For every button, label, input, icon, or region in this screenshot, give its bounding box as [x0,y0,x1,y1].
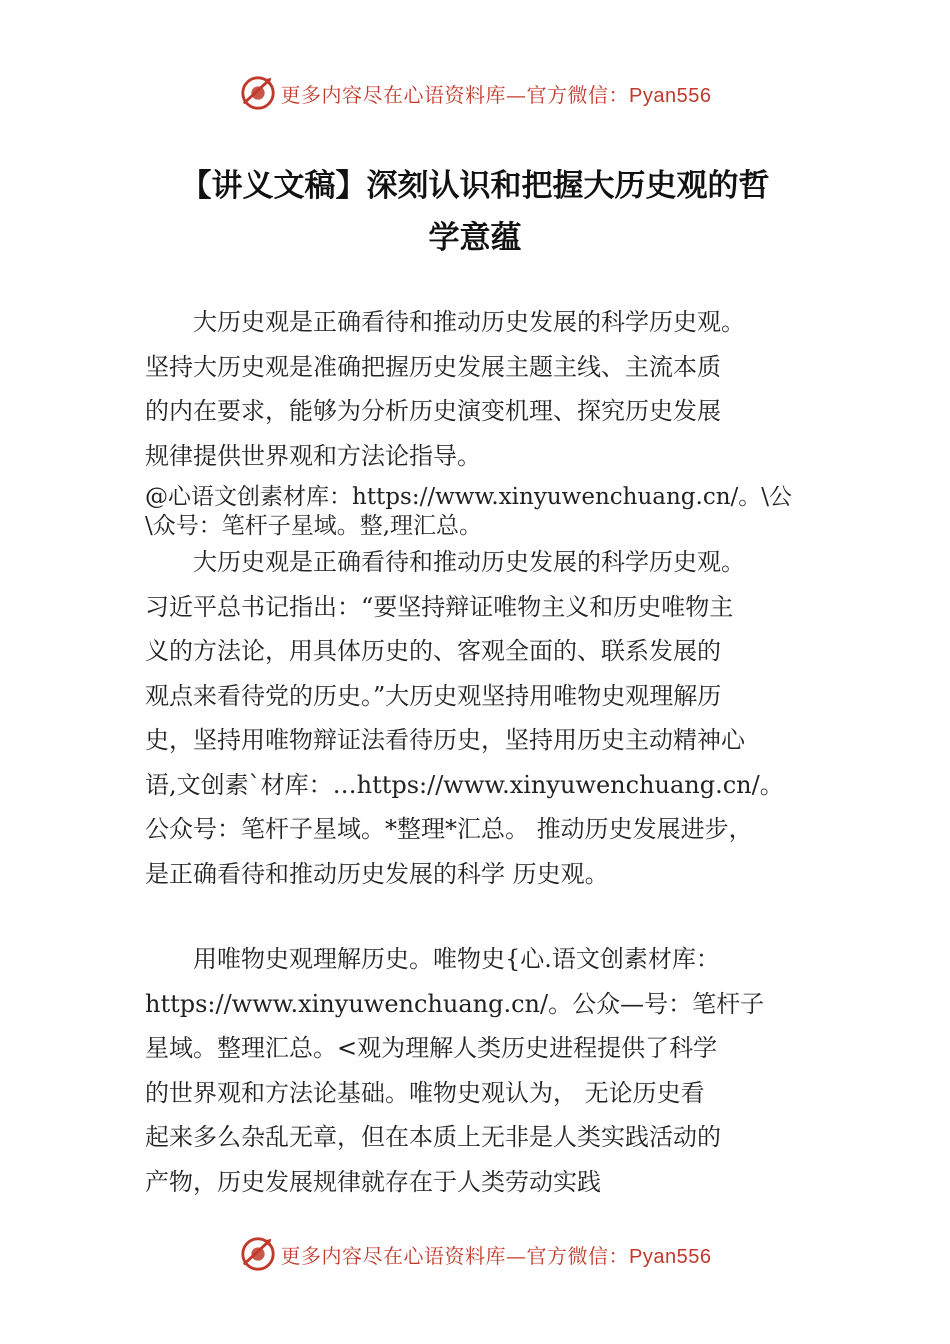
paragraph-line: 义的方法论，用具体历史的、客观全面的、联系发展的 [145,637,721,665]
paragraph-line: 起来多么杂乱无章，但在本质上无非是人类实践活动的 [145,1123,721,1151]
paragraph-line: 星域。整理汇总。<观为理解人类历史进程提供了科学 [145,1034,718,1062]
paragraph-line: 习近平总书记指出：“要坚持辩证唯物主义和历史唯物主 [145,592,734,621]
paragraph-1 [145,300,845,478]
brand-logo-icon [239,74,277,112]
title-line-2: 学意蕴 [428,220,522,256]
paragraph-line: 公众号：笔杆子星域。*整理*汇总。 推动历史发展进步， [145,815,753,843]
watermark-line: @心语文创素材库：https://www.xinyuwenchuang.cn/。\公 [145,484,793,510]
brand-logo-icon [239,1235,277,1273]
paragraph-line: 规律提供世界观和方法论指导。 [145,441,481,470]
paragraph-line: 大历史观是正确看待和推动历史发展的科学历史观。 [145,548,745,576]
document-title [110,160,840,264]
paragraph-line: https://www.xinyuwenchuang.cn/。公众—号：笔杆子 [145,989,765,1018]
paragraph-line: 观点来看待党的历史。”大历史观坚持用唯物史观理解历 [145,681,722,710]
paragraph-2 [145,540,845,896]
paragraph-line: 产物，历史发展规律就存在于人类劳动实践 [145,1167,601,1196]
watermark-block [145,483,845,541]
paragraph-line: 用唯物史观理解历史。唯物史{心.语文创素材库： [145,945,720,973]
title-line-1: 【讲义文稿】深刻认识和把握大历史观的哲 [180,168,770,204]
header-banner-text: 更多内容尽在心语资料库—官方微信：Pyan556 [280,82,712,107]
watermark-line: \众号：笔杆子星域。整,理汇总。 [145,513,483,539]
footer-banner [0,1232,950,1276]
header-banner [0,71,950,115]
paragraph-line: 史，坚持用唯物辩证法看待历史，坚持用历史主动精神心 [145,726,745,754]
header-wechat-id: Pyan556 [629,84,712,107]
paragraph-line: 的世界观和方法论基础。唯物史观认为， 无论历史看 [145,1078,705,1107]
paragraph-line: 语,文创素`材库：…https://www.xinyuwenchuang.cn/。 [145,770,784,799]
paragraph-line: 是正确看待和推动历史发展的科学 历史观。 [145,859,609,888]
footer-wechat-id: Pyan556 [629,1245,712,1268]
paragraph-3 [145,937,845,1204]
footer-banner-text: 更多内容尽在心语资料库—官方微信：Pyan556 [280,1243,712,1268]
paragraph-line: 大历史观是正确看待和推动历史发展的科学历史观。 [145,308,745,336]
paragraph-line: 的内在要求，能够为分析历史演变机理、探究历史发展 [145,397,721,425]
paragraph-line: 坚持大历史观是准确把握历史发展主题主线、主流本质 [145,352,721,381]
